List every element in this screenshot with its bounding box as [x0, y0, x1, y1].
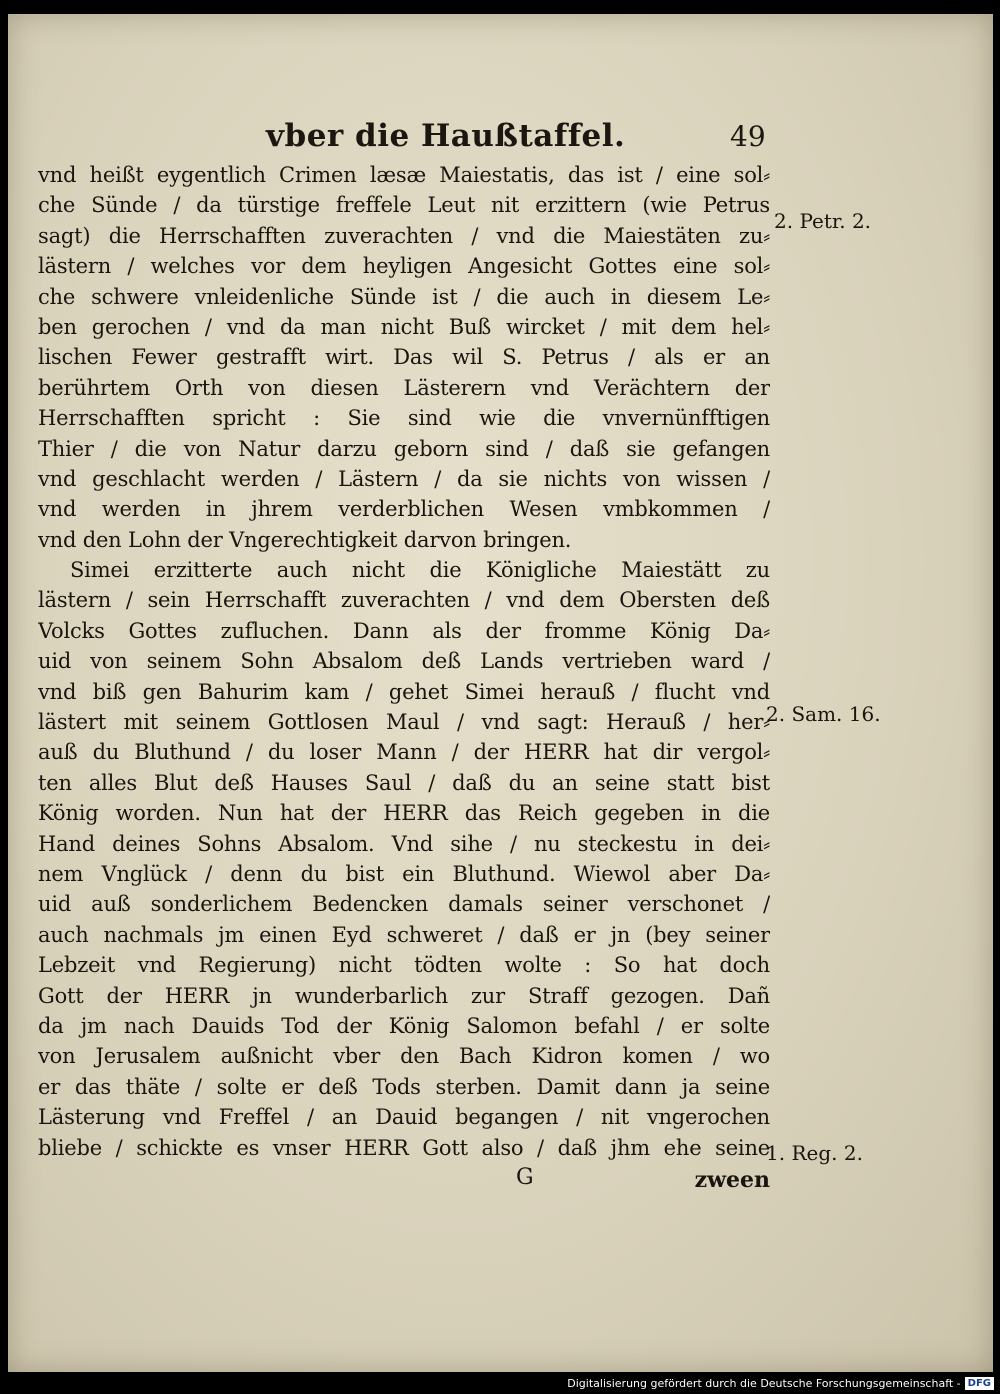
text-line: Lästerung vnd Freffel / an Dauid begangen / nit vngerochen: [38, 1105, 770, 1130]
text-line: che Sünde / da türstige freffele Leut nit erzittern (wie Petrus: [38, 193, 770, 218]
text-line: uid von seinem Sohn Absalom deß Lands vertrieben ward /: [38, 649, 770, 674]
text-line: da jm nach Dauids Tod der König Salomon befahl / er solte: [38, 1013, 770, 1038]
book-page: [8, 14, 993, 1372]
text-line: Volcks Gottes zufluchen. Dann als der fromme König Da⸗: [38, 618, 770, 643]
text-line: lästern / welches vor dem heyligen Angesicht Gottes eine sol⸗: [38, 254, 770, 279]
digitization-credit: [567, 1377, 994, 1390]
text-line: Thier / die von Natur darzu geborn sind / daß sie gefangen: [38, 436, 770, 461]
text-line: vnd den Lohn der Vngerechtigkeit darvon bringen.: [38, 527, 572, 552]
text-line: von Jerusalem außnicht vber den Bach Kidron komen / wo: [38, 1044, 770, 1069]
text-line: ben gerochen / vnd da man nicht Buß wircket / mit dem hel⸗: [38, 314, 770, 339]
signature-mark: G: [516, 1164, 534, 1190]
credit-text: Digitalisierung gefördert durch die Deutsche Forschungsgemeinschaft -: [567, 1377, 961, 1390]
text-line: er das thäte / solte er deß Tods sterben. Damit dann ja seine: [38, 1074, 770, 1099]
text-line: bliebe / schickte es vnser HERR Gott also / daß jhm ehe seine: [38, 1135, 770, 1160]
text-line: berührtem Orth von diesen Lästerern vnd Verächtern der: [38, 375, 770, 400]
page-header: [8, 118, 993, 158]
text-line: lästert mit seinem Gottlosen Maul / vnd sagt: Herauß / her⸗: [38, 710, 770, 735]
text-line: auch nachmals jm einen Eyd schweret / daß er jn (bey seiner: [38, 922, 770, 947]
text-line: vnd biß gen Bahurim kam / gehet Simei herauß / flucht vnd: [38, 679, 770, 704]
running-title: vber die Haußtaffel.: [266, 118, 626, 154]
page-number: 49: [730, 120, 766, 153]
text-line: uid auß sonderlichem Bedencken damals seiner verschonet /: [38, 892, 770, 917]
text-line: König worden. Nun hat der HERR das Reich gegeben in die: [38, 801, 770, 826]
text-line: nem Vnglück / denn du bist ein Bluthund. Wiewol aber Da⸗: [38, 861, 770, 886]
marginal-note: 2. Sam. 16.: [766, 702, 881, 726]
text-line: Gott der HERR jn wunderbarlich zur Straff gezogen. Dañ: [38, 983, 770, 1008]
text-line: Simei erzitterte auch nicht die Königliche Maiestätt zu: [70, 558, 770, 583]
text-line: auß du Bluthund / du loser Mann / der HERR hat dir vergol⸗: [38, 740, 770, 765]
page-foot: [38, 1165, 770, 1197]
text-line: lischen Fewer gestrafft wirt. Das wil S. Petrus / als er an: [38, 345, 770, 370]
text-line: Lebzeit vnd Regierung) nicht tödten wolte : So hat doch: [38, 953, 770, 978]
dfg-logo-icon: DFG: [965, 1377, 994, 1390]
marginal-note: 1. Reg. 2.: [766, 1141, 863, 1165]
text-block: [38, 160, 770, 1197]
text-line: ten alles Blut deß Hauses Saul / daß du an seine statt bist: [38, 770, 770, 795]
marginal-note: 2. Petr. 2.: [774, 209, 872, 233]
text-line: sagt) die Herrschafften zuverachten / vnd die Maiestäten zu⸗: [38, 223, 770, 248]
text-line: che schwere vnleidenliche Sünde ist / die auch in diesem Le⸗: [38, 284, 770, 309]
text-line: Hand deines Sohns Absalom. Vnd sihe / nu steckestu in dei⸗: [38, 831, 770, 856]
text-line: vnd geschlacht werden / Lästern / da sie nichts von wissen /: [38, 466, 770, 491]
text-line: lästern / sein Herrschafft zuverachten / vnd dem Obersten deß: [38, 588, 770, 613]
catchword: zween: [694, 1166, 770, 1193]
text-line: Herrschafften spricht : Sie sind wie die vnvernünfftigen: [38, 406, 770, 431]
text-line: vnd heißt eygentlich Crimen læsæ Maiestatis, das ist / eine sol⸗: [38, 163, 770, 187]
text-line: vnd werden in jhrem verderblichen Wesen vmbkommen /: [38, 497, 770, 522]
